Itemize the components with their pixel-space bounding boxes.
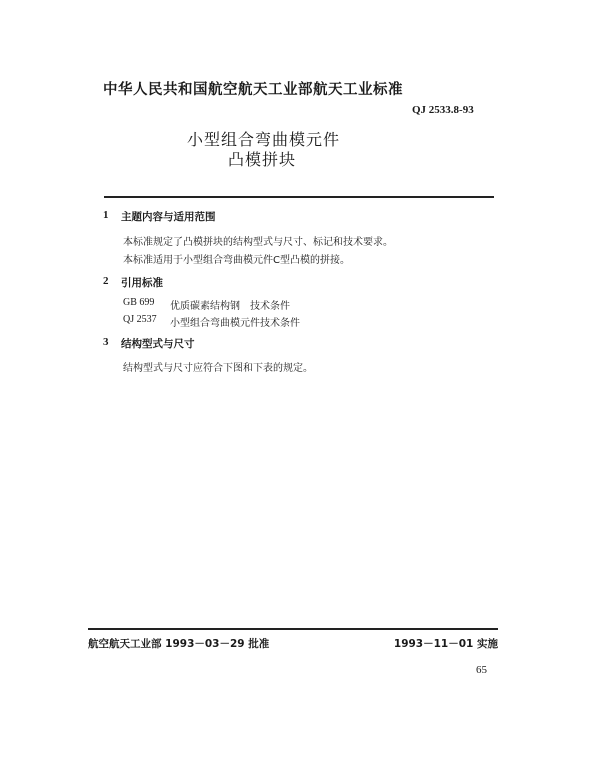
reference-code: GB 699	[123, 297, 155, 308]
paragraph: 结构型式与尺寸应符合下图和下表的规定。	[123, 363, 313, 374]
section-number: 1	[103, 209, 109, 221]
section-number: 2	[103, 275, 109, 287]
section-heading: 引用标准	[121, 277, 163, 289]
issuing-organization: 中华人民共和国航空航天工业部航天工业标准	[103, 82, 403, 98]
implementation-date: 1993－11－01 实施	[393, 638, 498, 650]
document-subtitle: 凸模拼块	[228, 150, 297, 169]
approval-date: 航空航天工业部 1993－03－29 批准	[88, 638, 270, 650]
footer-divider	[88, 628, 498, 630]
reference-title: 小型组合弯曲模元件技术条件	[170, 318, 300, 329]
page-number: 65	[476, 664, 487, 676]
paragraph: 本标准规定了凸模拼块的结构型式与尺寸、标记和技术要求。	[123, 237, 393, 248]
section-number: 3	[103, 336, 109, 348]
header-divider	[104, 196, 494, 198]
document-title: 小型组合弯曲模元件	[187, 130, 341, 149]
standard-code: QJ 2533.8-93	[412, 104, 474, 116]
reference-code: QJ 2537	[123, 314, 157, 325]
reference-title: 优质碳素结构钢 技术条件	[170, 301, 290, 312]
section-heading: 主题内容与适用范围	[121, 211, 216, 223]
paragraph: 本标准适用于小型组合弯曲模元件C型凸模的拼接。	[123, 255, 350, 266]
section-heading: 结构型式与尺寸	[121, 338, 195, 350]
